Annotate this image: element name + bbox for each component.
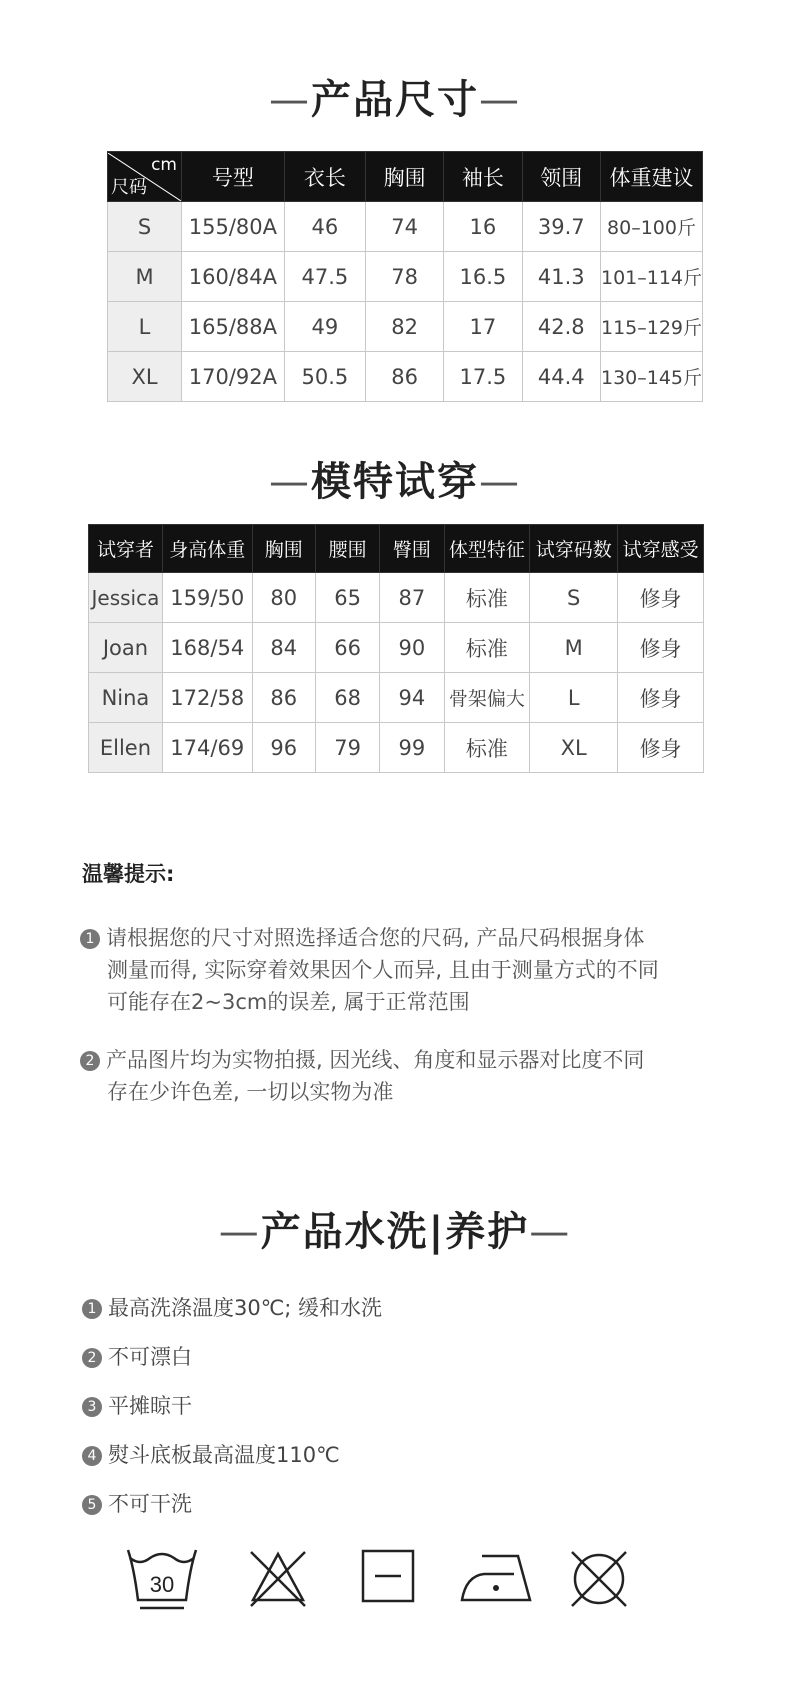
table-cell: 165/88A [182,302,285,352]
table-cell: XL [530,723,618,773]
tip-line: 请根据您的尺寸对照选择适合您的尺码, 产品尺码根据身体 [106,926,645,950]
care-item [82,1341,192,1371]
table-cell: 74 [366,202,444,252]
care-text: 不可漂白 [108,1345,192,1369]
table-cell: 39.7 [522,202,600,252]
care-text: 最高洗涤温度30℃; 缓和水洗 [108,1296,383,1320]
table-cell: 65 [315,573,379,623]
header-cell: 身高体重 [162,525,252,573]
table-cell: 168/54 [162,623,252,673]
model-table [88,524,704,773]
tip-line: 测量而得, 实际穿着效果因个人而异, 且由于测量方式的不同 [107,958,659,982]
header-cell: 体重建议 [600,152,702,202]
table-cell: 41.3 [522,252,600,302]
table-cell: 16.5 [444,252,522,302]
header-cell: 腰围 [315,525,379,573]
care-item [82,1292,382,1322]
care-number-badge: 2 [82,1348,102,1368]
table-cell: 80–100斤 [600,202,702,252]
table-cell: 94 [380,673,444,723]
table-cell: 87 [380,573,444,623]
table-cell: 修身 [618,573,704,623]
corner-cell [108,152,182,202]
table-cell: 50.5 [284,352,365,402]
table-row [89,573,704,623]
table-row [108,252,703,302]
iron-low-icon [458,1548,534,1604]
header-cell: 衣长 [284,152,365,202]
care-item [82,1488,192,1518]
size-section-title: —产品尺寸— [269,77,521,123]
table-cell: 96 [252,723,315,773]
model-section-title: —模特试穿— [269,459,521,505]
table-cell: 86 [252,673,315,723]
care-section-title: —产品水洗|养护— [218,1209,572,1255]
no-dry-clean-icon [568,1548,630,1610]
table-cell: 82 [366,302,444,352]
care-number-badge: 3 [82,1397,102,1417]
table-row [89,673,704,723]
header-cell: 胸围 [252,525,315,573]
table-cell: 170/92A [182,352,285,402]
tip-line: 存在少许色差, 一切以实物为准 [107,1080,394,1104]
table-cell: 90 [380,623,444,673]
care-number-badge: 5 [82,1495,102,1515]
header-cell: 试穿码数 [530,525,618,573]
table-cell: 78 [366,252,444,302]
size-label: L [108,302,182,352]
table-cell: 49 [284,302,365,352]
model-name: Ellen [89,723,163,773]
table-cell: 159/50 [162,573,252,623]
table-cell: 17 [444,302,522,352]
size-label: S [108,202,182,252]
table-cell: 17.5 [444,352,522,402]
table-cell: 115–129斤 [600,302,702,352]
table-cell: 16 [444,202,522,252]
header-cell: 试穿感受 [618,525,704,573]
table-cell: 42.8 [522,302,600,352]
tip-line: 产品图片均为实物拍摄, 因光线、角度和显示器对比度不同 [106,1048,645,1072]
care-item [82,1439,340,1469]
table-row [108,352,703,402]
dry-flat-icon [360,1548,416,1604]
table-cell: 46 [284,202,365,252]
care-text: 熨斗底板最高温度110℃ [108,1443,340,1467]
header-cell: 试穿者 [89,525,163,573]
size-table [107,151,703,402]
table-cell: 84 [252,623,315,673]
header-cell: 胸围 [366,152,444,202]
table-cell: 80 [252,573,315,623]
care-text: 平摊晾干 [108,1394,192,1418]
tip-item [80,1044,720,1108]
table-cell: 66 [315,623,379,673]
table-cell: 标准 [444,573,530,623]
size-table-header-row [108,152,703,202]
table-cell: 101–114斤 [600,252,702,302]
tip-number-badge: 2 [80,1051,100,1071]
table-row [108,202,703,252]
table-cell: 86 [366,352,444,402]
table-cell: 174/69 [162,723,252,773]
tip-line: 可能存在2~3cm的误差, 属于正常范围 [107,990,470,1014]
table-cell: 172/58 [162,673,252,723]
wash-30-icon [126,1548,198,1612]
care-number-badge: 4 [82,1446,102,1466]
size-label: M [108,252,182,302]
table-cell: 标准 [444,623,530,673]
header-cell: 体型特征 [444,525,530,573]
size-label: XL [108,352,182,402]
table-cell: L [530,673,618,723]
model-table-header-row [89,525,704,573]
model-name: Nina [89,673,163,723]
care-number-badge: 1 [82,1299,102,1319]
table-cell: 99 [380,723,444,773]
table-cell: 骨架偏大 [444,673,530,723]
no-bleach-icon [247,1548,309,1608]
header-cell: 领围 [522,152,600,202]
header-cell: 袖长 [444,152,522,202]
corner-size-label: 尺码 [111,176,147,198]
header-cell: 号型 [182,152,285,202]
model-name: Jessica [89,573,163,623]
table-cell: S [530,573,618,623]
table-cell: M [530,623,618,673]
table-cell: 155/80A [182,202,285,252]
table-row [108,302,703,352]
table-cell: 47.5 [284,252,365,302]
model-name: Joan [89,623,163,673]
table-cell: 130–145斤 [600,352,702,402]
table-cell: 44.4 [522,352,600,402]
tips-title: 温馨提示: [82,862,175,886]
table-cell: 79 [315,723,379,773]
tip-number-badge: 1 [80,929,100,949]
table-row [89,623,704,673]
care-item [82,1390,192,1420]
table-cell: 修身 [618,723,704,773]
table-cell: 标准 [444,723,530,773]
table-cell: 68 [315,673,379,723]
wash-temp-label: 30 [149,1572,175,1597]
corner-unit: cm [151,154,177,175]
tip-item [80,922,720,1018]
table-cell: 修身 [618,673,704,723]
header-cell: 臀围 [380,525,444,573]
table-row [89,723,704,773]
table-cell: 160/84A [182,252,285,302]
care-text: 不可干洗 [108,1492,192,1516]
table-cell: 修身 [618,623,704,673]
